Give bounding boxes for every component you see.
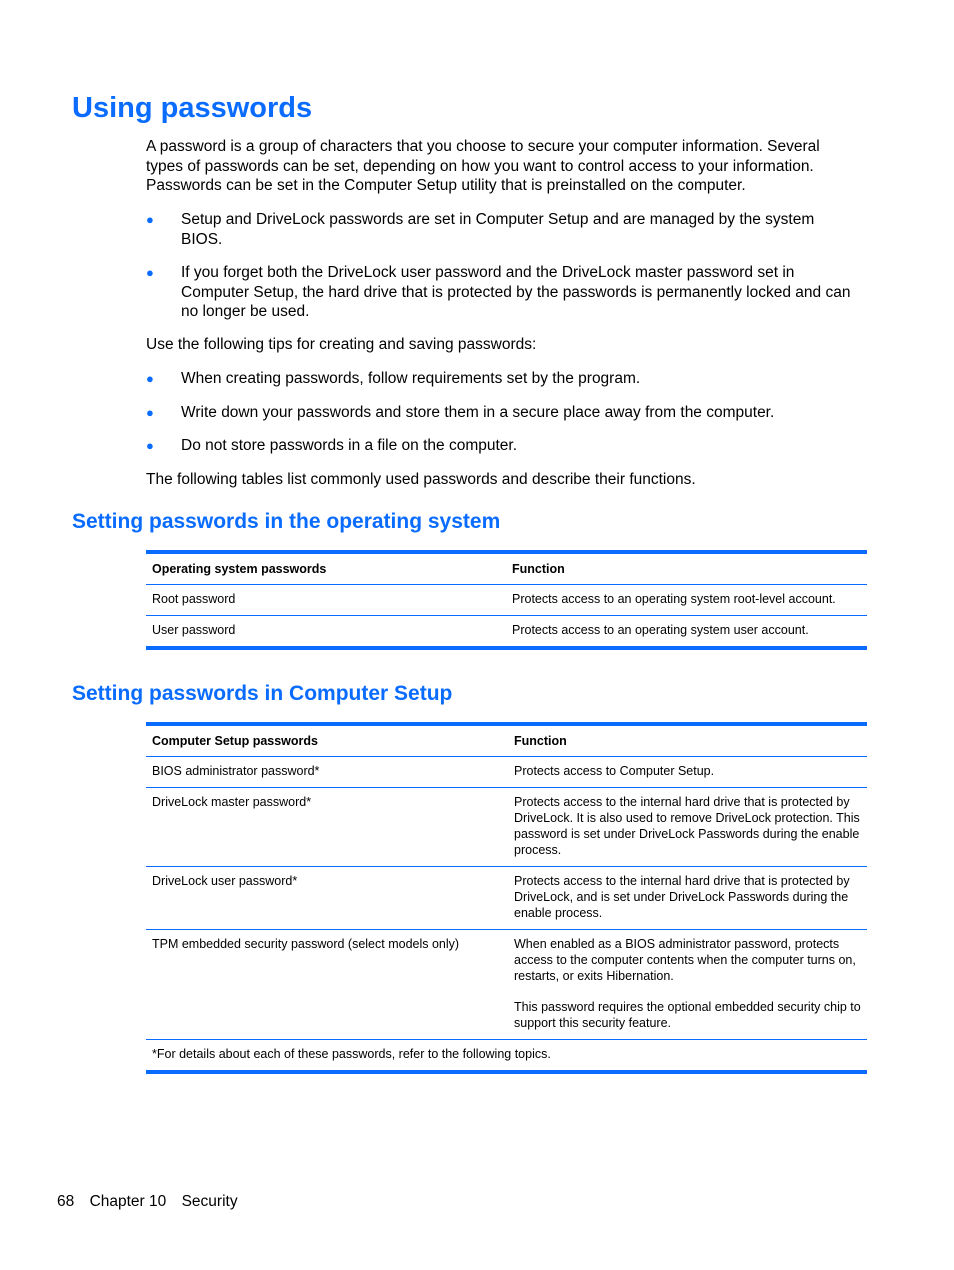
tables-intro: The following tables list commonly used passwords and describe their functions. xyxy=(146,471,696,488)
password-name-cell: TPM embedded security password (select models only) xyxy=(146,930,508,1040)
function-cell: Protects access to an operating system user account. xyxy=(506,616,867,649)
bullet-icon: ● xyxy=(146,212,154,227)
table-footnote-row xyxy=(146,1040,867,1073)
table-header-row xyxy=(146,724,867,757)
password-name-cell: DriveLock master password* xyxy=(146,788,508,867)
function-text: Protects access to Computer Setup. xyxy=(514,764,715,778)
list-item-text: Setup and DriveLock passwords are set in Computer Setup and are managed by the system BIOS. xyxy=(181,211,815,248)
function-cell xyxy=(508,930,867,1040)
os-passwords-table xyxy=(146,550,867,650)
intro-paragraph: A password is a group of characters that you choose to secure your computer information. Several types of passwords can be set, depending on how you want to control access to your information. Passwords can be set in the Computer Setup utility that is preinstalled on the computer. xyxy=(146,138,820,195)
table-row xyxy=(146,616,867,649)
column-header: Function xyxy=(506,552,867,585)
table-footnote: *For details about each of these passwords, refer to the following topics. xyxy=(146,1040,867,1073)
bullet-icon: ● xyxy=(146,438,154,453)
bullet-icon: ● xyxy=(146,371,154,386)
table-header-row xyxy=(146,552,867,585)
tips-intro: Use the following tips for creating and saving passwords: xyxy=(146,336,537,353)
table-row xyxy=(146,930,867,1040)
bullet-icon: ● xyxy=(146,405,154,420)
page-title: Using passwords xyxy=(72,92,313,124)
list-item-text: Do not store passwords in a file on the computer. xyxy=(181,437,518,454)
function-cell xyxy=(508,757,867,788)
table-row xyxy=(146,867,867,930)
table-row xyxy=(146,788,867,867)
column-header: Function xyxy=(508,724,867,757)
page-footer xyxy=(57,1192,238,1211)
function-cell xyxy=(508,867,867,930)
list-item-text: When creating passwords, follow requirements set by the program. xyxy=(181,370,641,387)
function-text: When enabled as a BIOS administrator password, protects access to the computer contents when the computer turns on, restarts, or exits Hibernation. xyxy=(514,937,856,983)
password-name-cell: Root password xyxy=(146,585,506,616)
footer-section: Security xyxy=(181,1193,238,1210)
section-title-os: Setting passwords in the operating system xyxy=(72,510,501,533)
table-row xyxy=(146,585,867,616)
password-name-cell: BIOS administrator password* xyxy=(146,757,508,788)
function-text: Protects access to the internal hard drive that is protected by DriveLock, and is set under DriveLock Passwords during the enable process. xyxy=(514,874,850,920)
column-header: Computer Setup passwords xyxy=(146,724,508,757)
password-name-cell: User password xyxy=(146,616,506,649)
setup-passwords-table xyxy=(146,722,867,1074)
list-item-text: Write down your passwords and store them in a secure place away from the computer. xyxy=(181,404,775,421)
page-number: 68 xyxy=(57,1193,75,1210)
footer-chapter: Chapter 10 xyxy=(89,1193,167,1210)
function-text: This password requires the optional embedded security chip to support this security feature. xyxy=(514,1000,861,1030)
password-name-cell: DriveLock user password* xyxy=(146,867,508,930)
function-text: Protects access to the internal hard drive that is protected by DriveLock. It is also used to remove DriveLock protection. This password is set under DriveLock Passwords during the enable process. xyxy=(514,795,860,857)
function-cell xyxy=(508,788,867,867)
column-header: Operating system passwords xyxy=(146,552,506,585)
bullet-icon: ● xyxy=(146,265,154,280)
section-title-setup: Setting passwords in Computer Setup xyxy=(72,682,453,705)
table-row xyxy=(146,757,867,788)
list-item-text: If you forget both the DriveLock user password and the DriveLock master password set in Computer Setup, the hard drive that is protected by the passwords is permanently locked and can no longer be used. xyxy=(181,264,851,321)
function-cell: Protects access to an operating system root-level account. xyxy=(506,585,867,616)
